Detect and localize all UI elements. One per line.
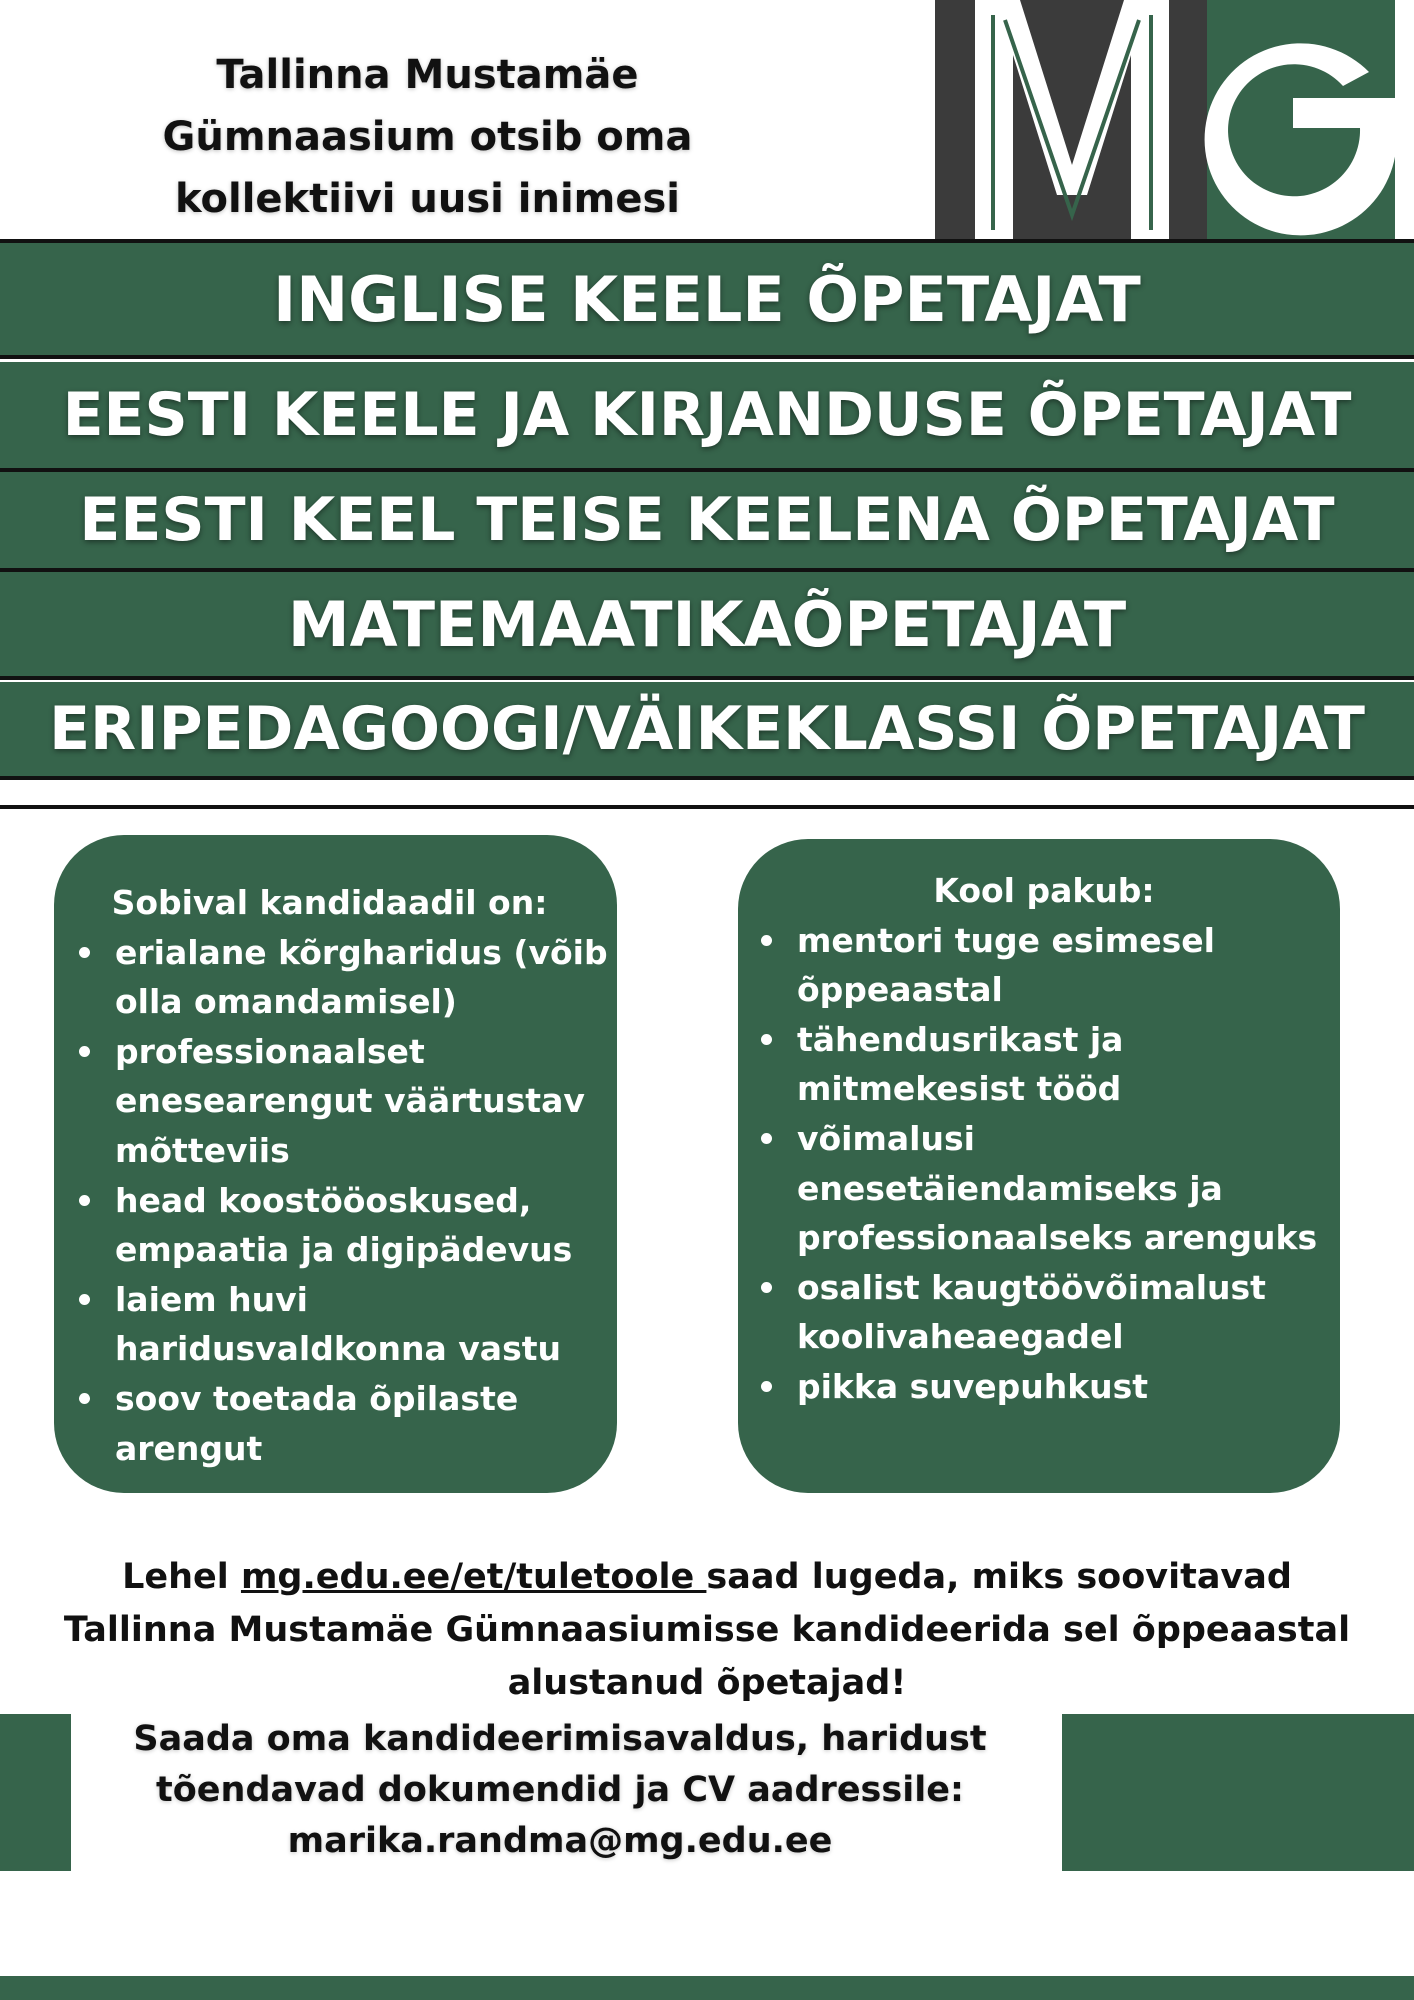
- info-prefix: Lehel: [122, 1557, 241, 1597]
- divider: [0, 805, 1414, 809]
- offers-panel: [738, 839, 1340, 1493]
- contact-line: Saada oma kandideerimisavaldus, haridust: [133, 1719, 987, 1759]
- intro-line: Gümnaasium otsib oma: [162, 114, 693, 160]
- contact-text: [80, 1714, 1040, 1867]
- intro-line: Tallinna Mustamäe: [216, 52, 639, 98]
- divider: [0, 676, 1414, 680]
- list-item: mentori tuge esimesel õppeaastal: [748, 916, 1340, 1015]
- school-logo: [935, 0, 1395, 240]
- divider: [0, 776, 1414, 780]
- divider: [0, 355, 1414, 359]
- requirements-title: Sobival kandidaadil on:: [111, 883, 548, 922]
- list-item: laiem huvi haridusvaldkonna vastu: [66, 1275, 617, 1374]
- position-english: INGLISE KEELE ÕPETAJAT: [0, 243, 1414, 355]
- intro-line: kollektiivi uusi inimesi: [174, 176, 681, 222]
- list-item: võimalusi enesetäiendamiseks ja professionaalseks arenguks: [748, 1114, 1340, 1263]
- info-suffix: saad lugeda, miks soovitavad Tallinna Mustamäe Gümnaasiumisse kandideerida sel õppeaastal alustanud õpetajad!: [63, 1557, 1351, 1703]
- requirements-panel: [54, 835, 617, 1493]
- position-estonian-literature: EESTI KEELE JA KIRJANDUSE ÕPETAJAT: [0, 362, 1414, 468]
- list-item: soov toetada õpilaste arengut: [66, 1374, 617, 1473]
- position-estonian-second-language: EESTI KEEL TEISE KEELENA ÕPETAJAT: [0, 472, 1414, 568]
- decorative-block-right: [1062, 1714, 1414, 1871]
- offers-list: [748, 916, 1340, 1412]
- contact-email[interactable]: marika.randma@mg.edu.ee: [287, 1821, 833, 1861]
- contact-line: tõendavad dokumendid ja CV aadressile:: [156, 1770, 964, 1810]
- list-item: tähendusrikast ja mitmekesist tööd: [748, 1015, 1340, 1114]
- careers-link[interactable]: mg.edu.ee/et/tuletoole: [240, 1557, 707, 1597]
- offers-title: Kool pakub:: [933, 871, 1155, 910]
- list-item: osalist kaugtöövõimalust koolivaheaegadel: [748, 1263, 1340, 1362]
- requirements-list: [66, 928, 617, 1474]
- decorative-block-left: [0, 1714, 71, 1871]
- info-text: [40, 1551, 1374, 1710]
- list-item: erialane kõrgharidus (võib olla omandamisel): [66, 928, 617, 1027]
- position-mathematics: MATEMAATIKAÕPETAJAT: [0, 572, 1414, 676]
- list-item: head koostööoskused, empaatia ja digipädevus: [66, 1176, 617, 1275]
- list-item: professionaalset enesearengut väärtustav mõtteviis: [66, 1027, 617, 1176]
- list-item: pikka suvepuhkust: [748, 1362, 1340, 1412]
- intro-heading: [95, 44, 760, 230]
- footer-strip: [0, 1976, 1414, 2000]
- position-special-education: ERIPEDAGOOGI/VÄIKEKLASSI ÕPETAJAT: [0, 682, 1414, 776]
